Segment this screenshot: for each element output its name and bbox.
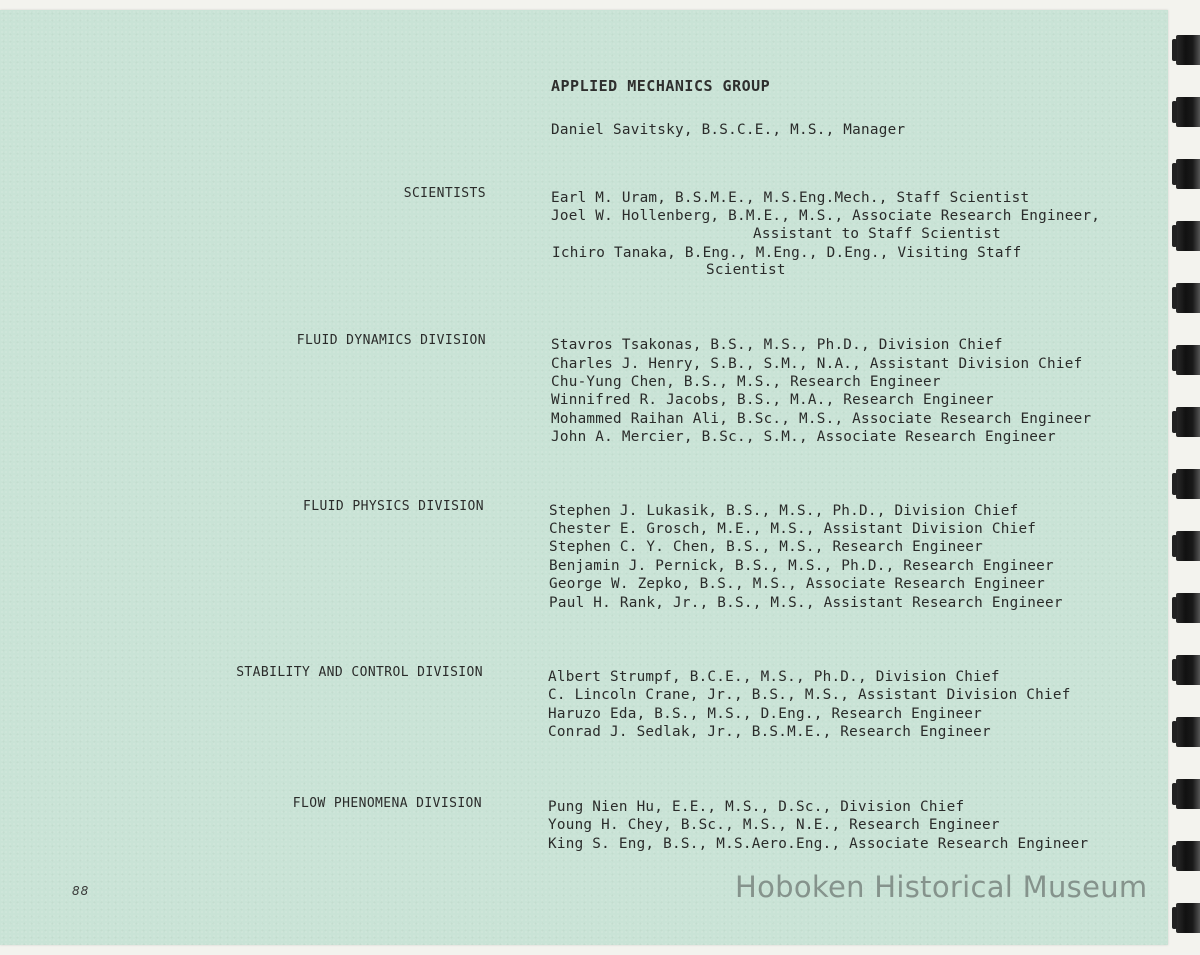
- entry-fluid-dynamics-6: John A. Mercier, B.Sc., S.M., Associate Research Engineer: [551, 429, 1056, 445]
- section-label-fluid-physics: FLUID PHYSICS DIVISION: [303, 499, 484, 514]
- entry-fluid-physics-4: Benjamin J. Pernick, B.S., M.S., Ph.D., Research Engineer: [549, 558, 1054, 574]
- binding-ring: [1176, 345, 1200, 375]
- binding-ring: [1176, 97, 1200, 127]
- entry-scientists-3-cont: Scientist: [706, 262, 786, 278]
- binding-ring: [1176, 35, 1200, 65]
- binding-ring: [1176, 407, 1200, 437]
- manager-entry: Daniel Savitsky, B.S.C.E., M.S., Manager: [551, 122, 906, 138]
- binding-ring: [1176, 779, 1200, 809]
- section-label-fluid-dynamics: FLUID DYNAMICS DIVISION: [296, 333, 486, 348]
- page-number: 88: [72, 884, 90, 898]
- binding-ring: [1176, 159, 1200, 189]
- entry-scientists-3: Ichiro Tanaka, B.Eng., M.Eng., D.Eng., Visiting Staff: [552, 245, 1022, 261]
- entry-flow-phenomena-2: Young H. Chey, B.Sc., M.S., N.E., Research Engineer: [548, 817, 1000, 833]
- binding-ring: [1176, 283, 1200, 313]
- entry-fluid-physics-6: Paul H. Rank, Jr., B.S., M.S., Assistant Research Engineer: [549, 595, 1063, 611]
- binding-ring: [1176, 531, 1200, 561]
- binding-ring: [1176, 469, 1200, 499]
- entry-fluid-dynamics-4: Winnifred R. Jacobs, B.S., M.A., Research Engineer: [551, 392, 994, 408]
- entry-fluid-physics-1: Stephen J. Lukasik, B.S., M.S., Ph.D., Division Chief: [549, 503, 1019, 519]
- entry-scientists-2: Joel W. Hollenberg, B.M.E., M.S., Associate Research Engineer,: [551, 208, 1101, 224]
- entry-stability-control-1: Albert Strumpf, B.C.E., M.S., Ph.D., Division Chief: [548, 669, 1000, 685]
- binding-ring: [1176, 717, 1200, 747]
- entry-fluid-dynamics-3: Chu-Yung Chen, B.S., M.S., Research Engineer: [551, 374, 941, 390]
- binding-ring: [1176, 903, 1200, 933]
- entry-fluid-dynamics-5: Mohammed Raihan Ali, B.Sc., M.S., Associate Research Engineer: [551, 411, 1092, 427]
- binding-ring: [1176, 841, 1200, 871]
- section-label-stability-control: STABILITY AND CONTROL DIVISION: [236, 665, 483, 680]
- section-label-flow-phenomena: FLOW PHENOMENA DIVISION: [292, 796, 482, 811]
- entry-scientists-2-cont: Assistant to Staff Scientist: [753, 226, 1002, 242]
- entry-scientists-1: Earl M. Uram, B.S.M.E., M.S.Eng.Mech., Staff Scientist: [551, 190, 1030, 206]
- entry-flow-phenomena-3: King S. Eng, B.S., M.S.Aero.Eng., Associate Research Engineer: [548, 836, 1089, 852]
- entry-fluid-physics-5: George W. Zepko, B.S., M.S., Associate Research Engineer: [549, 576, 1046, 592]
- entry-flow-phenomena-1: Pung Nien Hu, E.E., M.S., D.Sc., Division Chief: [548, 799, 965, 815]
- entry-fluid-physics-2: Chester E. Grosch, M.E., M.S., Assistant Division Chief: [549, 521, 1037, 537]
- entry-fluid-dynamics-1: Stavros Tsakonas, B.S., M.S., Ph.D., Division Chief: [551, 337, 1003, 353]
- entry-fluid-dynamics-2: Charles J. Henry, S.B., S.M., N.A., Assistant Division Chief: [551, 356, 1083, 372]
- binding-ring: [1176, 221, 1200, 251]
- entry-stability-control-2: C. Lincoln Crane, Jr., B.S., M.S., Assistant Division Chief: [548, 687, 1071, 703]
- group-heading: APPLIED MECHANICS GROUP: [551, 77, 771, 95]
- section-label-scientists: SCIENTISTS: [403, 186, 486, 201]
- watermark: Hoboken Historical Museum: [735, 870, 1148, 904]
- entry-fluid-physics-3: Stephen C. Y. Chen, B.S., M.S., Research Engineer: [549, 539, 984, 555]
- binding-ring: [1176, 655, 1200, 685]
- entry-stability-control-3: Haruzo Eda, B.S., M.S., D.Eng., Research Engineer: [548, 706, 983, 722]
- binding-ring: [1176, 593, 1200, 623]
- entry-stability-control-4: Conrad J. Sedlak, Jr., B.S.M.E., Research Engineer: [548, 724, 991, 740]
